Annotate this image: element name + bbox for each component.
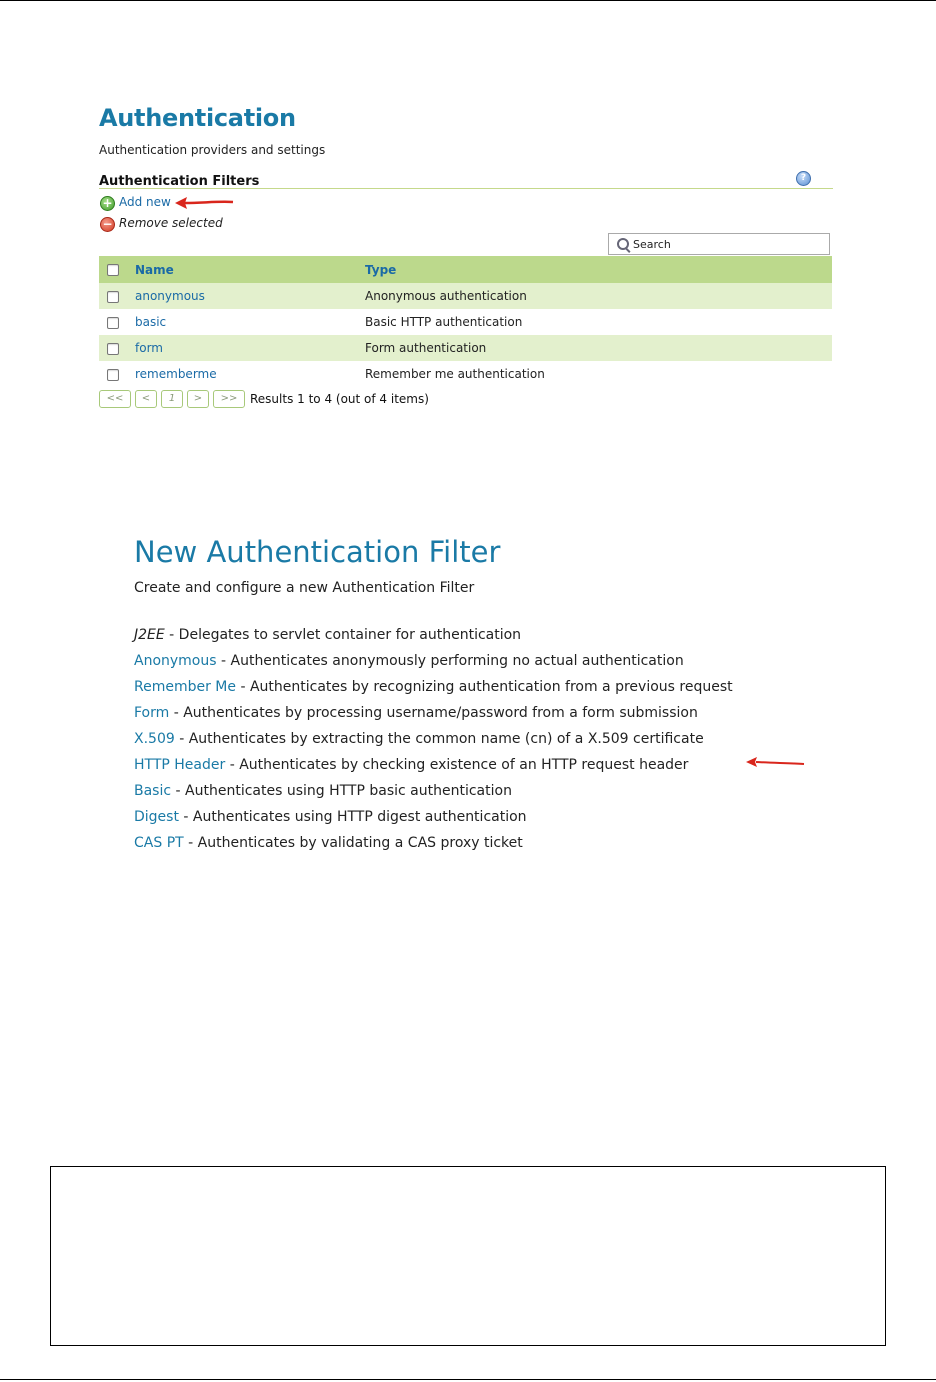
list-item: [134, 676, 834, 702]
select-all-checkbox[interactable]: [107, 264, 119, 276]
table-row: [99, 309, 832, 335]
remove-selected-row[interactable]: [99, 213, 833, 234]
filter-type-desc: - Authenticates by processing username/password from a form submission: [169, 705, 698, 721]
pager-prev-button[interactable]: <: [135, 390, 157, 408]
new-filter-title: New Authentication Filter: [134, 535, 501, 569]
filter-type-http-header-link[interactable]: HTTP Header: [134, 757, 226, 773]
filter-name-link[interactable]: form: [135, 341, 163, 355]
page-bottom-rule: [0, 1379, 936, 1380]
table-row: [99, 335, 832, 361]
list-item: [134, 832, 834, 858]
filter-type: Basic HTTP authentication: [365, 315, 523, 329]
filter-type-desc: - Authenticates by checking existence of an HTTP request header: [225, 757, 689, 773]
list-item: [134, 754, 834, 780]
filter-type-form-link[interactable]: Form: [134, 705, 170, 721]
page-title: Authentication: [99, 104, 296, 132]
filter-type-anonymous-link[interactable]: Anonymous: [134, 653, 217, 669]
add-new-row[interactable]: [99, 192, 833, 213]
table-header-row: [99, 256, 832, 283]
section-header: [99, 170, 833, 189]
table-row: [99, 283, 832, 309]
filter-type-desc: - Authenticates by recognizing authentication from a previous request: [236, 679, 733, 695]
add-icon: +: [100, 196, 115, 211]
new-filter-subtitle: Create and configure a new Authentication Filter: [134, 580, 475, 596]
authentication-screenshot: [99, 100, 833, 406]
filter-type-desc: - Authenticates by validating a CAS proxy ticket: [183, 835, 523, 851]
table-row: [99, 361, 832, 387]
page-subtitle: Authentication providers and settings: [99, 143, 326, 157]
filter-name-link[interactable]: rememberme: [135, 367, 217, 381]
pager-status: Results 1 to 4 (out of 4 items): [250, 392, 429, 406]
column-header-name[interactable]: Name: [135, 262, 174, 277]
filter-type-desc: - Delegates to servlet container for authentication: [164, 627, 522, 643]
filter-type-basic-link[interactable]: Basic: [134, 783, 172, 799]
column-header-type[interactable]: Type: [365, 262, 397, 277]
list-item: [134, 806, 834, 832]
filter-type-j2ee: J2EE: [134, 627, 165, 643]
filter-type: Remember me authentication: [365, 367, 545, 381]
new-filter-screenshot: [134, 530, 834, 851]
filter-name-link[interactable]: basic: [135, 315, 167, 329]
list-item: [134, 702, 834, 728]
list-item: [134, 650, 834, 676]
filter-type-desc: - Authenticates anonymously performing no actual authentication: [216, 653, 684, 669]
pager-first-button[interactable]: <<: [99, 390, 131, 408]
empty-note-box: [50, 1166, 886, 1346]
add-new-link[interactable]: Add new: [119, 195, 171, 209]
help-icon[interactable]: ?: [796, 171, 811, 186]
annotation-arrow-icon: [173, 194, 235, 210]
filter-type-list: [134, 624, 834, 858]
filter-type-digest-link[interactable]: Digest: [134, 809, 179, 825]
row-checkbox[interactable]: [107, 343, 119, 355]
remove-selected-link[interactable]: Remove selected: [119, 216, 223, 230]
search-icon: [617, 238, 629, 250]
filter-type: Anonymous authentication: [365, 289, 527, 303]
search-input[interactable]: [633, 234, 818, 254]
filter-type-remember-me-link[interactable]: Remember Me: [134, 679, 236, 695]
list-item: [134, 780, 834, 806]
filter-type-cas-pt-link[interactable]: CAS PT: [134, 835, 184, 851]
search-box[interactable]: [608, 233, 830, 255]
filter-name-link[interactable]: anonymous: [135, 289, 205, 303]
annotation-arrow-icon: [744, 755, 806, 771]
filters-table: [99, 256, 832, 387]
remove-icon: −: [100, 217, 115, 232]
filter-type-x509-link[interactable]: X.509: [134, 731, 175, 747]
section-title: Authentication Filters: [99, 174, 260, 189]
page-top-rule: [0, 0, 936, 1]
filter-type-desc: - Authenticates using HTTP basic authentication: [171, 783, 512, 799]
row-checkbox[interactable]: [107, 291, 119, 303]
pager-last-button[interactable]: >>: [213, 390, 245, 408]
pager-page-button[interactable]: 1: [161, 390, 183, 408]
pager-next-button[interactable]: >: [187, 390, 209, 408]
list-item: [134, 624, 834, 650]
row-checkbox[interactable]: [107, 369, 119, 381]
filter-type-desc: - Authenticates using HTTP digest authentication: [178, 809, 527, 825]
row-checkbox[interactable]: [107, 317, 119, 329]
filter-type: Form authentication: [365, 341, 487, 355]
list-item: [134, 728, 834, 754]
filter-type-desc: - Authenticates by extracting the common name (cn) of a X.509 certificate: [174, 731, 704, 747]
